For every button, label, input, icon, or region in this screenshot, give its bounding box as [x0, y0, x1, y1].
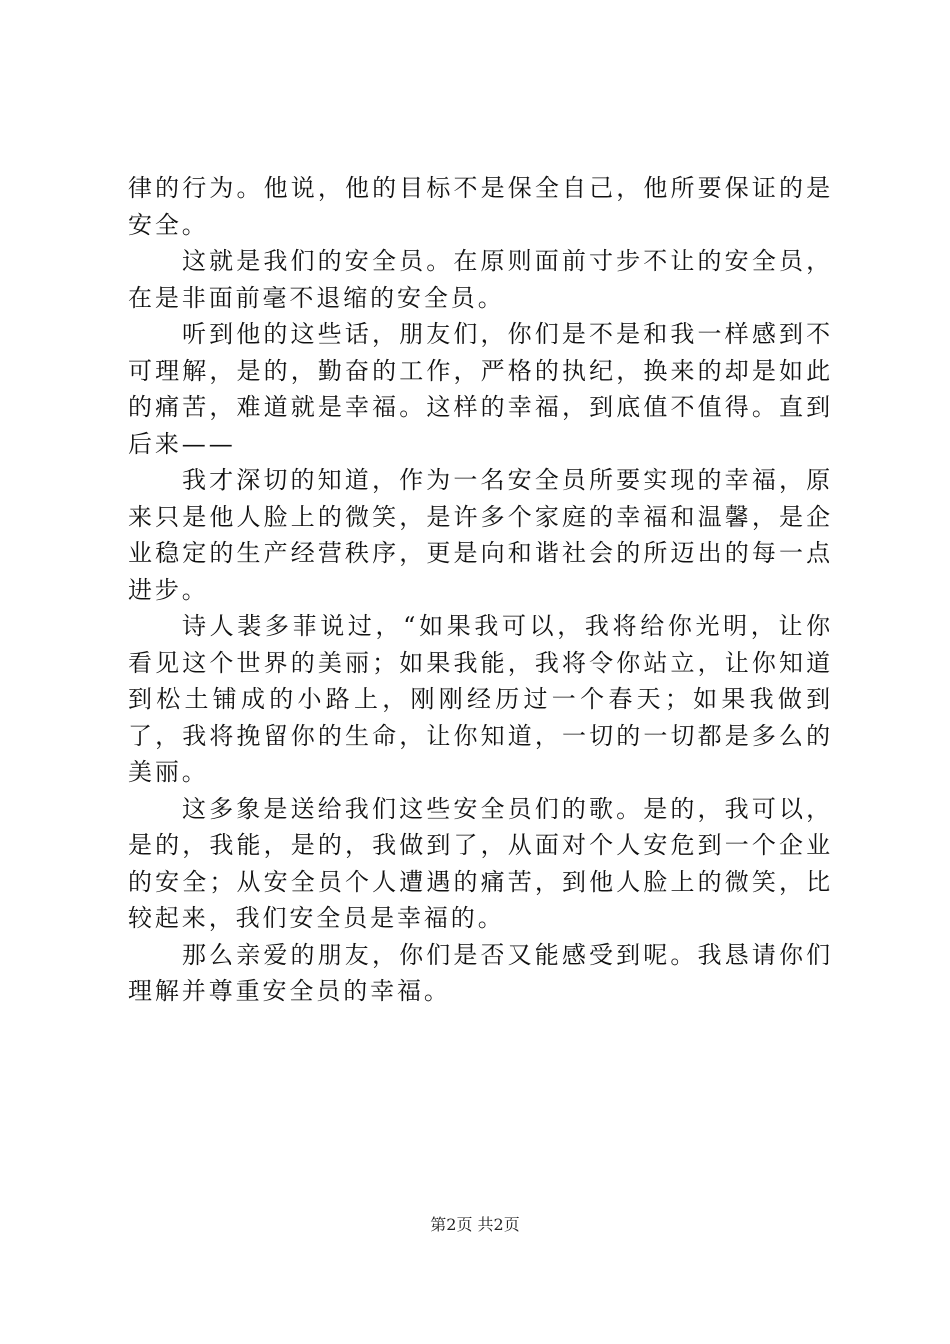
document-body — [128, 170, 833, 1010]
paragraph-4: 我才深切的知道，作为一名安全员所要实现的幸福，原来只是他人脸上的微笑，是许多个家庭的幸福和温馨，是企业稳定的生产经营秩序，更是向和谐社会的所迈出的每一点进步。 — [128, 466, 833, 604]
paragraph-6: 这多象是送给我们这些安全员们的歌。是的，我可以，是的，我能，是的，我做到了，从面对个人安危到一个企业的安全；从安全员个人遭遇的痛苦，到他人脸上的微笑，比较起来，我们安全员是幸福的。 — [128, 794, 833, 932]
paragraph-3: 听到他的这些话，朋友们，你们是不是和我一样感到不可理解，是的，勤奋的工作，严格的执纪，换来的却是如此的痛苦，难道就是幸福。这样的幸福，到底值不值得。直到后来—— — [128, 320, 833, 458]
paragraph-2: 这就是我们的安全员。在原则面前寸步不让的安全员，在是非面前毫不退缩的安全员。 — [128, 247, 833, 312]
paragraph-5: 诗人裴多菲说过，“如果我可以，我将给你光明，让你看见这个世界的美丽；如果我能，我将令你站立，让你知道到松土铺成的小路上，刚刚经历过一个春天；如果我做到了，我将挽留你的生命，让你知道，一切的一切都是多么的美丽。 — [128, 612, 833, 786]
page-footer: 第2页 共2页 — [430, 1215, 520, 1234]
paragraph-7: 那么亲爱的朋友，你们是否又能感受到呢。我恳请你们理解并尊重安全员的幸福。 — [128, 940, 833, 1005]
paragraph-1: 律的行为。他说，他的目标不是保全自己，他所要保证的是安全。 — [128, 174, 833, 239]
